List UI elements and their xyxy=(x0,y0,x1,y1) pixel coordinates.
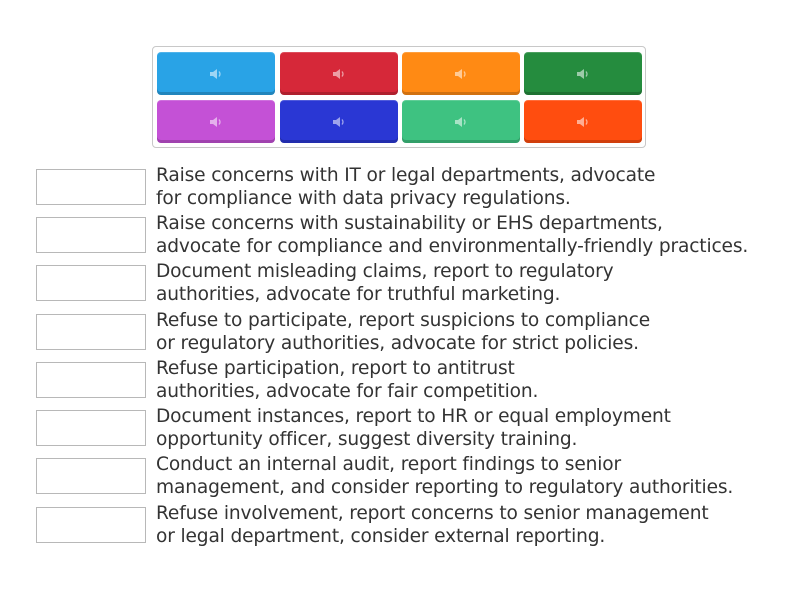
speaker-icon xyxy=(576,68,590,80)
match-description-7: Conduct an internal audit, report findings to senior management, and consider reporting to regulatory authorities. xyxy=(156,454,734,498)
audio-tile-8[interactable] xyxy=(524,100,642,143)
match-description-2: Raise concerns with sustainability or EHS departments, advocate for compliance and environmentally-friendly practices. xyxy=(156,213,749,257)
speaker-icon xyxy=(576,116,590,128)
match-description-6: Document instances, report to HR or equal employment opportunity officer, suggest diversity training. xyxy=(156,406,671,450)
speaker-icon xyxy=(454,68,468,80)
drop-target-1[interactable] xyxy=(36,169,146,205)
drop-target-3[interactable] xyxy=(36,265,146,301)
speaker-icon xyxy=(209,68,223,80)
drop-target-7[interactable] xyxy=(36,458,146,494)
audio-tile-3[interactable] xyxy=(402,52,520,95)
drop-target-5[interactable] xyxy=(36,362,146,398)
speaker-icon xyxy=(332,116,346,128)
speaker-icon xyxy=(209,116,223,128)
match-description-8: Refuse involvement, report concerns to senior management or legal department, consider external reporting. xyxy=(156,503,709,547)
audio-tile-tray xyxy=(152,46,646,148)
audio-tile-6[interactable] xyxy=(280,100,398,143)
audio-tile-1[interactable] xyxy=(157,52,275,95)
audio-tile-7[interactable] xyxy=(402,100,520,143)
audio-tile-2[interactable] xyxy=(280,52,398,95)
audio-tile-5[interactable] xyxy=(157,100,275,143)
speaker-icon xyxy=(454,116,468,128)
audio-tile-4[interactable] xyxy=(524,52,642,95)
drop-target-4[interactable] xyxy=(36,314,146,350)
match-description-5: Refuse participation, report to antitrust authorities, advocate for fair competition. xyxy=(156,358,539,402)
drop-target-2[interactable] xyxy=(36,217,146,253)
match-description-1: Raise concerns with IT or legal departments, advocate for compliance with data privacy regulations. xyxy=(156,165,656,209)
speaker-icon xyxy=(332,68,346,80)
match-description-4: Refuse to participate, report suspicions to compliance or regulatory authorities, advocate for strict policies. xyxy=(156,310,651,354)
drop-target-8[interactable] xyxy=(36,507,146,543)
match-description-3: Document misleading claims, report to regulatory authorities, advocate for truthful marketing. xyxy=(156,261,614,305)
drop-target-6[interactable] xyxy=(36,410,146,446)
